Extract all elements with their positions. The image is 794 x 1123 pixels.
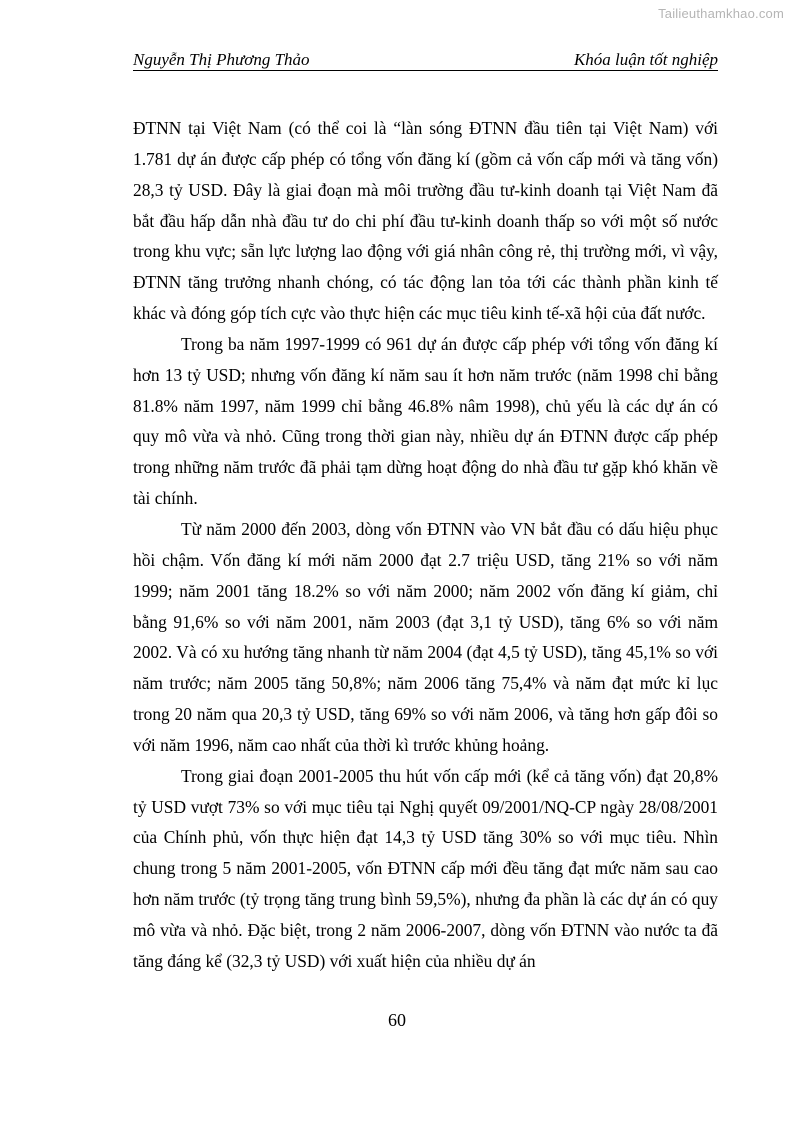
header-author: Nguyễn Thị Phương Thảo xyxy=(133,50,310,69)
header-doc-type: Khóa luận tốt nghiệp xyxy=(573,50,718,69)
page-header xyxy=(133,50,718,71)
paragraph-2: Trong ba năm 1997-1999 có 961 dự án được cấp phép với tổng vốn đăng kí hơn 13 tỷ USD; nhưng vốn đăng kí năm sau ít hơn năm trước (năm 1998 chỉ bằng 81.8% năm 1997, năm 1999 chỉ bằng 46.8% nâm 1998), chủ yếu là các dự án có quy mô vừa và nhỏ. Cũng trong thời gian này, nhiều dự án ĐTNN được cấp phép trong những năm trước đã phải tạm dừng hoạt động do nhà đầu tư gặp khó khăn về tài chính. xyxy=(133,333,718,509)
paragraph-1: ĐTNN tại Việt Nam (có thể coi là “làn sóng ĐTNN đầu tiên tại Việt Nam) với 1.781 dự án được cấp phép có tổng vốn đăng kí (gồm cả vốn cấp mới và tăng vốn) 28,3 tỷ USD. Đây là giai đoạn mà môi trường đầu tư-kinh doanh tại Việt Nam đã bắt đầu hấp dẫn nhà đầu tư do chi phí đầu tư-kinh doanh thấp so với một số nước trong khu vực; sẵn lực lượng lao động với giá nhân công rẻ, thị trường mới, vì vậy, ĐTNN tăng trưởng nhanh chóng, có tác động lan tỏa tới các thành phần kinh tế khác và đóng góp tích cực vào thực hiện các mục tiêu kinh tế-xã hội của đất nước. xyxy=(133,118,718,324)
paragraph-3: Từ năm 2000 đến 2003, dòng vốn ĐTNN vào VN bắt đầu có dấu hiệu phục hồi chậm. Vốn đăng kí mới năm 2000 đạt 2.7 triệu USD, tăng 21% so với năm 1999; năm 2001 tăng 18.2% so với năm 2000; năm 2002 vốn đăng kí giảm, chỉ bằng 91,6% so với năm 2001, năm 2003 (đạt 3,1 tỷ USD), tăng 6% so với năm 2002. Và có xu hướng tăng nhanh từ năm 2004 (đạt 4,5 tỷ USD), tăng 45,1% so với năm trước; năm 2005 tăng 50,8%; năm 2006 tăng 75,4% và năm đạt mức kỉ lục trong 20 năm qua 20,3 tỷ USD, tăng 69% so với năm 2006, và tăng hơn gấp đôi so với năm 1996, năm cao nhất của thời kì trước khủng hoảng. xyxy=(133,518,718,755)
watermark: Tailieuthamkhao.com xyxy=(658,6,784,21)
body-text xyxy=(133,113,718,977)
page-number: 60 xyxy=(388,1010,406,1030)
paragraph-4: Trong giai đoạn 2001-2005 thu hút vốn cấp mới (kể cả tăng vốn) đạt 20,8% tỷ USD vượt 73% so với mục tiêu tại Nghị quyết 09/2001/NQ-CP ngày 28/08/2001 của Chính phủ, vốn thực hiện đạt 14,3 tỷ USD tăng 30% so với mục tiêu. Nhìn chung trong 5 năm 2001-2005, vốn ĐTNN cấp mới đều tăng đạt mức năm sau cao hơn năm trước (tỷ trọng tăng trung bình 59,5%), nhưng đa phần là các dự án có quy mô vừa và nhỏ. Đặc biệt, trong 2 năm 2006-2007, dòng vốn ĐTNN vào nước ta đã tăng đáng kể (32,3 tỷ USD) với xuất hiện của nhiều dự án xyxy=(133,765,718,971)
